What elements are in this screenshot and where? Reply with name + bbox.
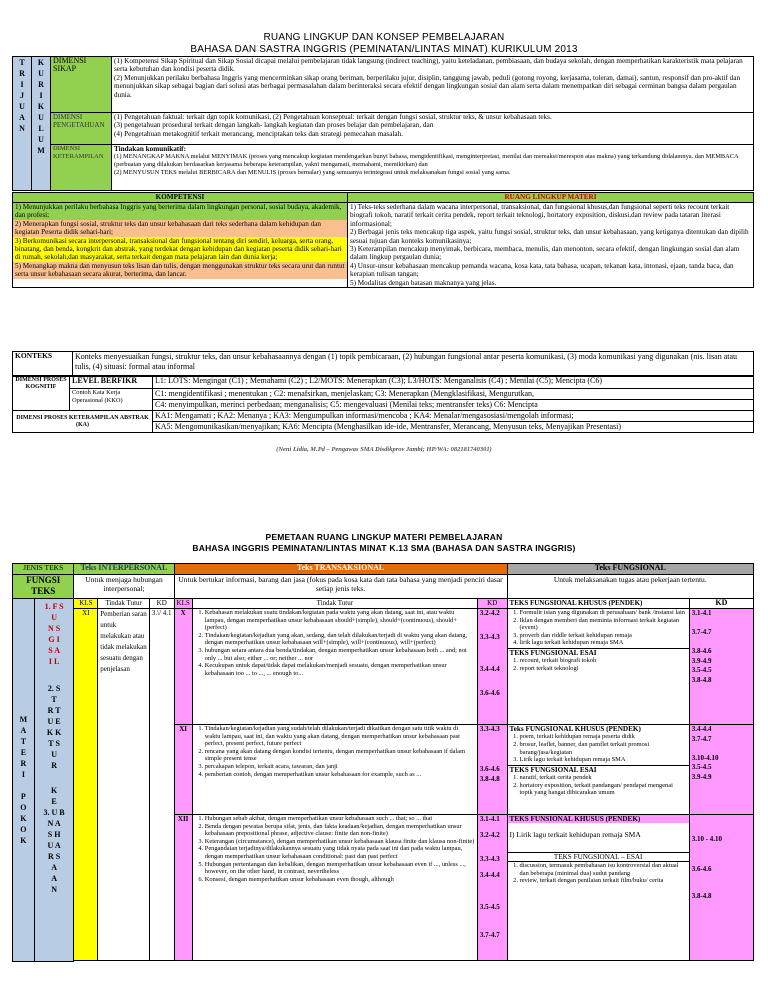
- xi-kd-cell: [477, 725, 507, 815]
- inter-kd: 3.\/ 4.1: [149, 609, 174, 961]
- kko-2: C4: menyimpulkan, merinci perbedaan; menganalisis; C5: mengevaluasi (Menilai teks; mentransfer teks) C6: Mencipta: [153, 400, 754, 411]
- xii-item-5: 5. Hubungan pertentangan dan kebalikan, dengan memperhatikan unsur kebahasaan even if ..., unless ..., however, on the other hand, in contrast, nevertheless: [205, 861, 475, 876]
- fe1-item-2: 2. report terkait teknologi: [520, 665, 687, 673]
- ka-1: KA1: Mengamati ; KA2: Menanya ; KA3: Mengumpulkan informasi/mencoba ; KA4: Menalar/mengasosiasi/mengolah informasi;: [153, 411, 754, 422]
- fk1-kd: [689, 609, 753, 725]
- trans-kls-x: X: [174, 609, 192, 725]
- keterampilan-cell: [112, 145, 754, 191]
- komp-4: 5) Menangkap makna dan menyusun teks lisan dan tulis, dengan menggunakan struktur teks secara urut dan runtut serta unsur kebahasaan secara akurat, berterima, dan lancar.: [13, 262, 347, 279]
- rl-2: 2) Berbagai jenis teks mencakup tiga aspek, yaitu fungsi sosial, struktur teks, dan unsur kebahasaan, yang ketiganya ditentukan dan dipilih sesuai tujuan dan konteks komunikasinya;: [350, 228, 749, 245]
- fk2-kd: [689, 725, 753, 815]
- trans-kls-head: KLS: [174, 599, 192, 609]
- fungsi-fungsional: Untuk melaksanakan tugas atau pekerjaan tertentu.: [507, 575, 753, 599]
- fk3-cell: [507, 815, 689, 961]
- fk-kd-head: KD: [689, 599, 753, 609]
- rl-3: 3) Keterampilan mencakup menyimak, berbicara, membaca, menulis, dan menonton, secara efektif, dengan lingkungan sosial dan alam dalam lingkup pergaulan dunia;: [350, 245, 740, 262]
- ka-2: KA5: Mengomunikasikan/menyajikan; KA6: Mencipta (Menghasilkan ide-ide, Mentransfer, Merancang, Menyusun teks, Menyajikan Presentasi): [153, 422, 754, 433]
- xi-items-cell: [192, 725, 477, 815]
- xii-item-6: 6. Konsesi, dengan memperhatikan unsur kebahasaan even though, although: [205, 876, 475, 884]
- sikap-2: (2) Menunjukkan perilaku berbahasa Inggris yang mencerminkan sikap orang beriman, berperilaku jujur, disiplin, tanggung jawab, peduli (gotong royong, kerjasama, toleran, damai), santun, responsif dan pro-aktif dan menunjukkan sikap sebagai bagian dari solusi atas berbagai permasalahan dalam berinteraksi secara efektif dengan lingkungan sosial dan alam serta dalam menempatkan diri sebagai cerminan bangsa dalam pergaulan dunia.: [114, 73, 741, 99]
- dimensi-proses-kognitif-label: DIMENSI PROSES KOGNITIF: [13, 377, 70, 411]
- fk2-kd-text: 3.4-4.4 3.7-4.7 3.10-4.10: [691, 725, 719, 762]
- x-items-list: [195, 609, 475, 677]
- fe3-list: [508, 862, 689, 885]
- xii-kd-6: 3.7-4.7: [479, 931, 500, 939]
- teks-fungsional-head: Teks FUNGSIONAL: [507, 564, 753, 575]
- unsur-kebahasaan-label: K E 3. U B N A S H U A R S A A N: [43, 786, 65, 894]
- materi-pokok-label: M A T E R I P O K O K: [13, 599, 35, 962]
- x-kd-4: 3.6-4.6: [479, 689, 500, 697]
- rl-4: 4) Unsur-unsur kebahasaan mencakup pemanda wacana, kosa kata, tata bahasa, ucapan, tekanan kata, intonasi, ejaan, tanda baca, dan kerapian tulisan tangan;: [350, 261, 734, 279]
- dimensi-ka-label: DIMENSI PROSES KETERAMPILAN ABSTRAK (KA): [13, 411, 153, 433]
- lots-text: L1: LOTS: Mengingat (C1) ; Memahami (C2) ; L2/MOTS: Menerapkan (C3); L3/HOTS: Menganalisis (C4) ; Menilai (C5); Mencipta (C6): [153, 377, 754, 389]
- xii-kd-4: 3.4-4.4: [479, 871, 500, 879]
- trans-kls-xi: XI: [174, 725, 192, 815]
- fe1-item-1: 1. recount, terkait biografi tokoh: [520, 657, 687, 665]
- sikap-cell: [112, 57, 754, 113]
- fk1-item-1: 1. Formulir isian yang digunakan di perusahaan/ bank /instansi lain: [520, 609, 687, 617]
- xii-item-4: 4. Pengandaian terjadinya/dilakukannya sesuatu yang tidak nyata pada saat ini dan pada waktu lampau, dengan memperhatikan unsur kebahasaan conditional: past dan past perfect: [205, 845, 475, 860]
- fe-head-2: TEKS FUNGSIONAL ESAI: [508, 765, 689, 774]
- fe2-kd-text: 3.5-4.5 3.9-4.9: [691, 763, 712, 781]
- x-kd-2: 3.3-4.3: [479, 633, 500, 641]
- teks-transaksional-head: Teks TRANSAKSIONAL: [174, 564, 507, 575]
- fungsi-sosial-label: 1. F S U N S G I S A I L: [44, 602, 64, 666]
- xii-kd-1: 3.1-4.1: [479, 815, 500, 823]
- xi-item-4: 4. pemberian contoh, dengan memperhatikan unsur kebahasaan for example, such as ...: [205, 771, 475, 779]
- konteks-text: Konteks menyesuaikan fungsi, struktur teks, dan unsur kebahasaannya dengan (1) topik pembicaraan, (2) hubungan fungsional antar peserta komunikasi, (3) moda komunikasi yang digunakan (nis. lisan atau tulis, (4) situasi: formal atau informal: [73, 352, 754, 376]
- x-kd-3: 3.4-4.4: [479, 665, 500, 673]
- x-item-3: 3. hubungan setara antara dua benda/tindakan, dengan memperhatikan unsur kebahasaan both ... and; not only ... but also; either ... or; neither ... nor: [205, 647, 475, 662]
- fk-head-3: TEKS FUNSIONAL KHUSUS (PENDEK): [508, 815, 689, 823]
- fe1-list: [510, 657, 687, 672]
- fk2-item-3: 3. Lirik lagu terkait kehidupan remaja SMA: [520, 756, 687, 764]
- xii-kd-3: 3.3-4.3: [479, 855, 500, 863]
- dimensi-keterampilan-label: DIMENSI KETERAMPILAN: [51, 145, 112, 191]
- x-items-cell: [192, 609, 477, 725]
- xi-item-1: 1. Tindakan/kegiatan/kejadian yang sudah/telah dilakukan/terjadi dikaitkan dengan satu titik waktu di waktu lampau, saat ini, dan waktu yang akan datang, dengan memperhatikan unsur kebahasaan past perfect, present perfect, future perfect: [205, 725, 475, 748]
- x-kd-cell: [477, 609, 507, 725]
- fe1-kd-text: 3.5-4.5 3.8-4.8: [691, 666, 712, 684]
- doc1-title-2: BAHASA DAN SASTRA INGGRIS (PEMINATAN/LINTAS MINAT) KURIKULUM 2013: [190, 44, 578, 55]
- fk1-list: [510, 609, 687, 647]
- xii-kd-5: 3.5-4.5: [479, 903, 500, 911]
- rl-1: 1) Teks-teks sederhana dalam wacana interpersonal, transaksional, dan fungsional khusus,dan fungsional seperti teks recount terkait biografi tokoh, naratif terkait cerita pendek, report terkait teknologi, hortatory exposition, diskusi,dan review pada tataran literasi informasional;: [350, 203, 730, 228]
- trans-kd-head: KD: [477, 599, 507, 609]
- komp-2: 2) Menerapkan fungsi sosial, struktur teks dan unsur kebahasaan dari teks sederhana dalam kehidupan dan kegiatan Peserta didik sehari-hari;: [13, 220, 347, 237]
- fungsi-transaksional: Untuk bertukar informasi, barang dan jasa (fokus pada kosa kata dan tata bahasa yang menjadi penciri dasar setiap jenis teks.: [174, 575, 507, 599]
- fk1-item-2: 2. Iklan dengan memberi dan meminta informasi terkait kegiatan (event): [520, 617, 687, 632]
- dimensi-pengetahuan-label: DIMENSI PENGETAHUAN: [51, 113, 112, 145]
- fe2-list: [510, 774, 687, 797]
- contoh-kko-label: Contoh Kata Kerja Operasional (KKO): [70, 389, 153, 411]
- fe-head-1: TEKS FUNGSIONAL ESAI: [508, 648, 689, 657]
- komp-1: 1) Menunjukkan perilaku berbahasa Inggris yang berterima dalam lingkungan personal, sosial budaya, akademik, dan profesi;: [13, 203, 347, 220]
- fk3-item: I) Lirik lagu terkait kehidupan remaja SMA: [509, 830, 641, 840]
- xii-item-3: 3. Keterangan (circumstance), dengan memperhatikan unsur kebahasaan klausa finite dan klausa non-finite): [205, 838, 475, 846]
- fk-head-2: Teks FUNGSIONAL KHUSUS (PENDEK): [509, 725, 641, 733]
- peng-3: (4) Pengetahuan metakognitif terkait merancang, menciptakan teks dan strategi pemecahan masalah.: [114, 129, 403, 138]
- x-item-1: 1. Kebahasan melakukan suatu tindakan/kegiatan pada waktu yang akan datang, saat ini, atau waktu lampau, dengan memperhatikan unsur kebahasaan should+(simple), should+(continuous), should+(perfect): [205, 609, 475, 632]
- fk1-item-4: 4. lirik lagu terkait kehidupan remaja SMA: [520, 639, 687, 647]
- fungsi-interpersonal: Untuk menjaga hubungan interpersonal;: [74, 575, 174, 599]
- xi-item-2: 2. rencana yang akan datang dengan kondisi tertentu, dengan memperhatikan unsur kebahasaan if dalam simple present tense: [205, 748, 475, 763]
- tujuan-label: T R I J U A N: [13, 57, 32, 191]
- xii-kd-cell: [477, 815, 507, 961]
- xii-item-2: 2. Benda dengan pewatas berupa sifat, jenis, dan fakta keadaan/kejadian, dengan memperhatikan unsur kebahasaan prepositional phrase, adjective clause: finite dan non-finite): [205, 823, 475, 838]
- ket-1: (1) MENANGKAP MAKNA melalui MENYIMAK (proses yang mencakup kegiatan mendengarkan bunyi bahasa, mengidentifikasi, menginterpretasi, menilai dan mereaksi/merespon atas makna) yang terkandung didalamnya. dan MEMBACA (perbuatan yang dilakukan berdasarkan kerjasama beberapa keterampilan, yakni mengamati, memahami, memikirkan) dan: [114, 153, 739, 168]
- kko-1: C1: mengidentifikasi ; menentukan ; C2: menafsirkan, menjelaskan; C3: Menerapkan (Mengklasifikasi, Mengurutkan,: [153, 389, 754, 400]
- xii-item-1: 1. Hubungan sebab akibat, dengan memperhatikan unsur kebahasaan such ... that; so ... that: [205, 815, 475, 823]
- trans-kls-xii: XII: [174, 815, 192, 961]
- inter-kls-head: KLS: [74, 599, 98, 609]
- xi-kd-2: 3.6-4.6: [479, 765, 500, 773]
- ruang-lingkup-list: [348, 203, 754, 288]
- fe-head-3: TEKS FUNGSIONAL – ESAI: [508, 852, 689, 862]
- konteks-label: KONTEKS: [13, 352, 73, 376]
- pemetaan-table: [12, 563, 754, 962]
- fk3-kd-cell: [689, 815, 753, 961]
- kompetensi-table: [12, 192, 754, 288]
- tujuan-table: [12, 56, 754, 191]
- komp-3: 3) Berkomunikasi secara interpersonal, transaksional dan fungsional tentang diri sendiri, keluarga, serta orang, binatang, dan benda, kongkrit dan abstrak, yang terdekat dengan kehidupan dan kegiatan peserta didik sehari-hari di rumah, sekolah,dan masyarakat, serta terkait dengan mata pelajaran lain dan dunia kerja;: [13, 237, 347, 262]
- xi-kd-1: 3.3-4.3: [479, 725, 500, 733]
- peng-2: (3) pengetahuan prosedural terkait dengan langkah- langkah kegiatan dan proses belajar dan pembelajaran, dan: [114, 121, 434, 130]
- fungsi-teks-head: FUNGSI TEKS: [13, 575, 74, 599]
- inter-kd-head: KD: [149, 599, 174, 609]
- ket-head: Tindakan komunikatif:: [114, 145, 186, 153]
- kognitif-table: [12, 376, 754, 433]
- fk2-item-1: 1. poem, terkait kehidupan remaja peserta didik: [520, 733, 687, 741]
- fk2-list: [510, 733, 687, 763]
- doc2-title-2: BAHASA INGGRIS PEMINATAN/LINTAS MINAT K.13 SMA (BAHASA DAN SASTRA INGGRIS): [192, 543, 576, 553]
- xi-items-list: [195, 725, 475, 778]
- fk1-cell: [507, 609, 689, 725]
- fk-head-1: TEKS FUNGSIONAL KHUSUS (PENDEK): [507, 599, 689, 609]
- fe2-item-1: 1. naratif, terkait cerita pendek: [520, 774, 687, 782]
- rl-5: 5) Modalitas dengan batasan maknanya yang jelas.: [350, 278, 497, 287]
- xi-kd-3: 3.8-4.8: [479, 775, 500, 783]
- fe2-item-2: 2. hortatory exposition, terkait pandangan/ pendapat mengenai topik yang hangat dibicarakan umum: [520, 782, 687, 797]
- fk2-item-2: 2. brosur, leaflet, banner, dan pamflet terkait promosi barang/jasa/kegiatan: [520, 741, 687, 756]
- fe3-item-2: 2. review, terkait dengan penilaian terkait film/buku/ cerita: [520, 877, 689, 885]
- xii-items-list: [195, 815, 475, 883]
- fk3-kd: 3.10 - 4.10: [691, 835, 723, 843]
- xi-item-3: 3. percakapan telepon, terkait acara, tawaran, dan janji: [205, 763, 475, 771]
- fk2-cell: [507, 725, 689, 815]
- level-berfikir-label: LEVEL BERFIKR: [70, 377, 153, 389]
- peng-1: (1) Pengetahuan faktual: terkait dgn topik komunikasi, (2) Pengetahuan konseptual: terkait dengan fungsi sosial, struktur teks, & unsur kebahasaan teks.: [114, 113, 552, 121]
- ruang-lingkup-head: RUANG LINGKUP MATERI: [348, 193, 754, 203]
- trans-tindak-tutur-head: Tindak Tutur: [192, 599, 477, 609]
- inter-kls-xi: XI: [74, 609, 98, 961]
- fe3-item-1: 1. discussion, termasuk pembahasan isu kontroversial dan aktual dan beberapa (minimal dua) sudut pandang: [520, 862, 689, 877]
- x-kd-1: 3.2-4.2: [479, 609, 500, 617]
- kompetensi-list: [13, 203, 348, 288]
- doc2-title-1: PEMETAAN RUANG LINGKUP MATERI PEMBELAJARAN: [265, 532, 503, 542]
- teks-interpersonal-head: Teks INTERPERSONAL: [74, 564, 174, 575]
- table-spacer: [74, 961, 754, 962]
- inter-tindak-tutur: Pemberian saran untuk melakukan atau tidak melakukan sesuatu dengan penjelasan: [98, 609, 150, 961]
- dimensi-sikap-label: DIMENSI SIKAP: [51, 57, 112, 113]
- pengetahuan-cell: [112, 113, 754, 145]
- x-item-2: 2. Tindakan/kegiatan/kejadian yang akan, sedang, dan telah dilakukan/terjadi di waktu yang akan datang, dengan memperhatikan unsur kebahasaan will+(simple), will+(continuous), will+(perfect): [205, 632, 475, 647]
- fk1-kd-text: 3.1-4.1 3.7-4.7 3.8-4.6 3.9-4.9: [691, 609, 712, 665]
- ket-2: (2) MENYUSUN TEKS melalui BERBICARA dan MENULIS (proses bernalar) yang semuanya terintegrasi untuk melaksanakan fungsi sosial yang sama.: [114, 168, 511, 176]
- fe3-kd: 3.6-4.6 3.8-4.8: [691, 865, 712, 901]
- x-item-4: 4. Kecukupan untuk dapat/tidak dapat melakukan/menjadi sesuatu, dengan memperhatikan unsur kebahasaan too ... to ..., ... enough to...: [205, 662, 475, 677]
- xii-kd-2: 3.2-4.2: [479, 831, 500, 839]
- jenis-teks-head: JENIS TEKS: [13, 564, 74, 575]
- struktur-teks-label: 2. S T R T U E K K T S U R: [46, 684, 62, 770]
- sikap-1: (1) Kompetensi Sikap Spiritual dan Sikap Sosial dicapai melalui pembelajaran tidak langsung (indirect teaching), yaitu keteladanan, pembiasaan, dan budaya sekolah, dengan memperhatikan karakteristik mata pelajaran serta kebutuhan dan kondisi peserta didik.: [114, 57, 743, 74]
- credit-line: (Neni Lidia, M.Pd – Pengawas SMA Disdikprov Jambi; HP/WA: 082181740301): [276, 446, 492, 453]
- kompetensi-head: KOMPETENSI: [13, 193, 348, 203]
- konteks-table: [12, 351, 754, 376]
- fk1-item-3: 3. proverb dan riddle terkait kehidupan remaja: [520, 632, 687, 640]
- fungsi-struktur-unsur-col: [34, 599, 74, 962]
- kurikulum-label: K U R I K U L U M: [32, 57, 51, 191]
- xii-items-cell: [192, 815, 477, 961]
- inter-tindak-tutur-head: Tindak Tutur: [98, 599, 150, 609]
- doc1-title-1: RUANG LINGKUP DAN KONSEP PEMBELAJARAN: [263, 32, 505, 43]
